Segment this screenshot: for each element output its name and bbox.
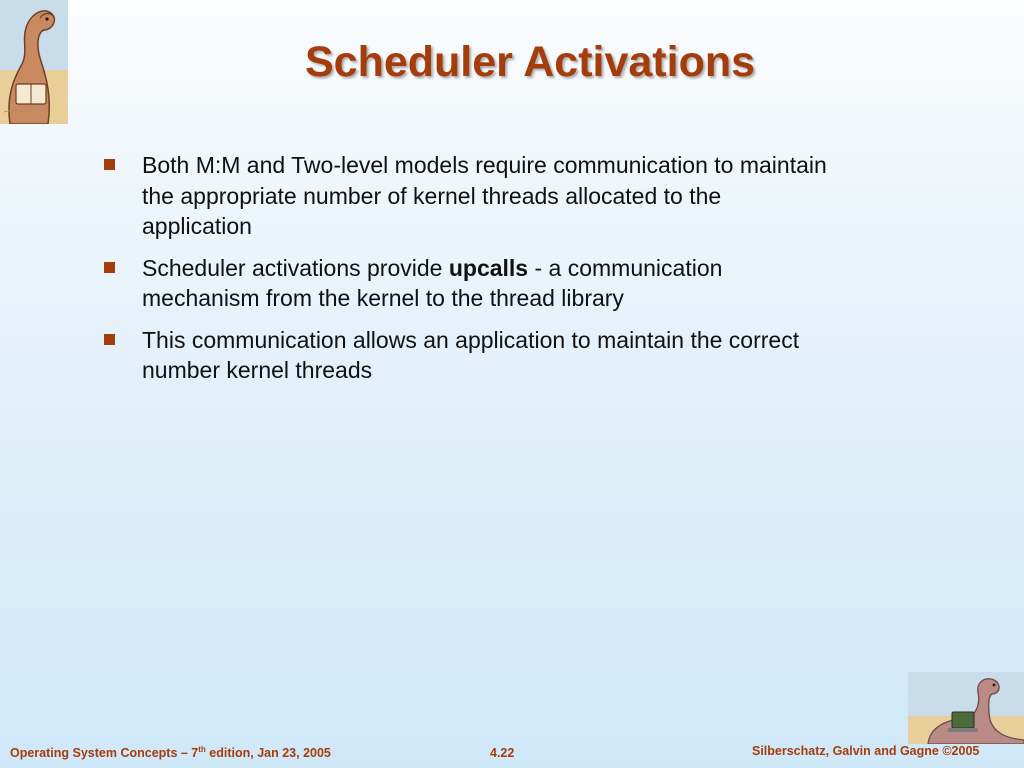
bullet-item: [104, 150, 834, 242]
footer-page-number: 4.22: [490, 746, 515, 760]
footer-book-suffix: edition, Jan 23, 2005: [205, 746, 331, 760]
square-bullet-icon: [104, 159, 115, 170]
footer-copyright: Silberschatz, Galvin and Gagne ©2005: [752, 744, 980, 758]
bullet-text-strong: upcalls: [448, 254, 529, 281]
bullet-text: This communication allows an application to maintain the correct number kernel threads: [142, 326, 800, 383]
square-bullet-icon: [104, 334, 115, 345]
bullet-text-after: - a communication mechanism from the kernel to the thread library: [142, 254, 723, 311]
bullet-item: [104, 325, 834, 386]
bullet-list: [104, 150, 834, 397]
footer-book-prefix: Operating System Concepts – 7: [10, 746, 199, 760]
slide-title: Scheduler Activations: [304, 38, 756, 86]
bullet-text: Both M:M and Two-level models require communication to maintain the appropriate number of kernel threads allocated to the application: [142, 152, 827, 239]
footer-book-sup: th: [198, 744, 206, 754]
footer-book-info: [10, 746, 331, 760]
bullet-item: [104, 253, 834, 314]
square-bullet-icon: [104, 262, 115, 273]
dinosaur-laptop-icon: [908, 672, 1024, 744]
bullet-text-before: Scheduler activations provide: [142, 254, 449, 281]
